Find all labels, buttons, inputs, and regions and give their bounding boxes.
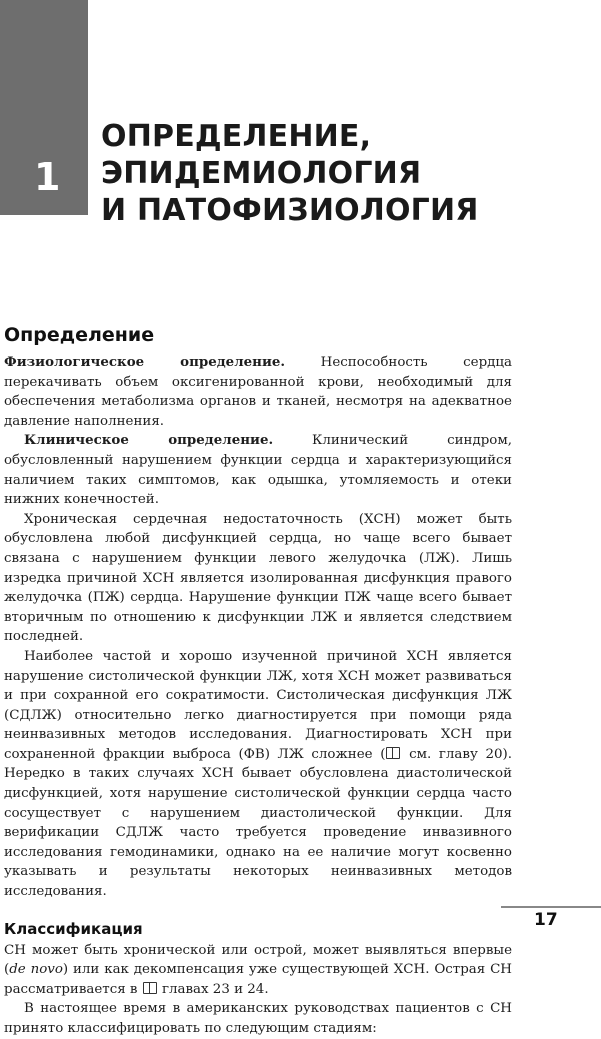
section-heading-definition: Определение [4, 324, 155, 346]
section-heading-classification: Классификация [4, 919, 143, 938]
paragraph-classification [4, 941, 512, 1000]
text-de-novo: de novo [9, 962, 63, 978]
paragraph-physiological-definition [4, 353, 512, 431]
chapter-number-box [0, 0, 88, 215]
text-physiological: Неспособность сердца перекачивать объем оксигенированной крови, необходимый для обеспечения метаболизма органов и тканей, несмотря на адекватное давление наполнения. [4, 355, 513, 429]
paragraph-clinical-definition [4, 431, 512, 509]
chapter-title-line-1: ОПРЕДЕЛЕНИЕ, [101, 119, 372, 154]
book-reference-icon [143, 982, 157, 994]
chapter-number: 1 [34, 155, 61, 199]
chapter-title-line-2: ЭПИДЕМИОЛОГИЯ [101, 156, 422, 191]
paragraph-stages: В настоящее время в американских руководствах пациентов с СН принято классифицировать по следующим стадиям: [4, 1001, 512, 1036]
footer-rule [501, 906, 601, 908]
page-body [4, 322, 512, 1039]
term-physiological: Физиологическое определение. [4, 354, 286, 370]
term-clinical: Клиническое определение. [24, 432, 274, 449]
paragraph-chronic-hf: Хроническая сердечная недостаточность (ХСН) может быть обусловлена любой дисфункцией сердца, но чаще всего бывает связана с нарушением функции левого желудочка (ЛЖ). Лишь изредка причиной ХСН является изолированная дисфункция правого желудочка (ПЖ) сердца. Нарушение функции ПЖ чаще всего бывает вторичным по отношению к дисфункции ЛЖ и является следствием последней. [4, 511, 512, 645]
page-number: 17 [534, 910, 558, 930]
text-classification-a: СН может быть хронической или острой, может выявляться впервые ( [4, 942, 512, 978]
chapter-title-line-3: И ПАТОФИЗИОЛОГИЯ [101, 193, 479, 228]
text-systolic-b: см. главу 20). Нередко в таких случаях ХСН бывает обусловлена диастолической дисфункцией, хотя нарушение систолической функции сердца часто сосуществует с нарушением диастолической функции. Для верификации СДЛЖ часто требуется проведение инвазивного исследования гемодинамики, однако на ее наличие могут косвенно указывать и результаты некоторых неинвазивных методов исследования. [4, 746, 512, 900]
text-systolic-a: Наиболее частой и хорошо изученной причиной ХСН является нарушение систолической функции ЛЖ, хотя ХСН может развиваться и при сохранной его сократимости. Систолическая дисфункция ЛЖ (СДЛЖ) относительно легко диагностируется при помощи ряда неинвазивных методов исследования. Диагностировать ХСН при сохраненной фракции выброса (ФВ) ЛЖ сложнее ( [4, 648, 512, 762]
chapter-title [101, 118, 479, 229]
book-reference-icon [386, 747, 400, 759]
text-clinical: Клинический синдром, обусловленный нарушением функции сердца и характеризующийся наличием таких симптомов, как одышка, утомляемость и отеки нижних конечностей. [4, 433, 512, 508]
text-classification-b: ) или как декомпенсация уже существующей ХСН. Острая СН рассматривается в [4, 962, 512, 997]
text-classification-c: главах 23 и 24. [157, 981, 269, 997]
paragraph-systolic-dysfunction [4, 647, 512, 902]
